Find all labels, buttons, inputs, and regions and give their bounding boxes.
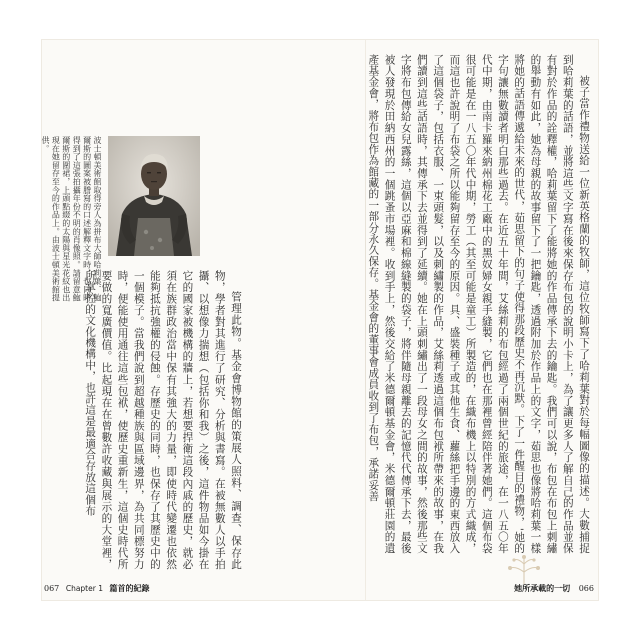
section-title: 篇首的紀錄 (109, 583, 150, 593)
book-spread (42, 40, 598, 600)
right-page (366, 40, 598, 600)
page-number: 067 (44, 584, 60, 593)
floral-ornament-icon (504, 552, 544, 586)
left-page (42, 40, 364, 600)
portrait-photo (108, 136, 200, 256)
left-folio (44, 583, 150, 594)
right-folio (514, 583, 594, 594)
page-number-right: 066 (578, 584, 594, 593)
chapter-label: Chapter 1 (65, 584, 103, 593)
section-title-right: 她所承載的一切 (514, 583, 571, 593)
photo-caption: 波士頓美術館取得旁人為拼布大師哈莉葉．鮑爾斯的圖案被謄寫的口述解釋文字時，也同時得到了這張拍攝年份不明的肖像照。請留意鮑爾斯的圍裙，上頭點綴的太陽與星光花紋也出現在她留存至今的作品上。由波士頓美術館提供。 (40, 136, 102, 302)
right-body-text (367, 54, 592, 554)
right-body-paragraph: 被子當作禮物送給一位新英格蘭的牧師，這位牧師寫下了哈莉葉對於每幅圖像的描述。大數捕捉到哈莉葉的話語，並將這些文字寫在後來保存布包的說明小卡上，為了讓更多人了解自己的作品並保有對於作品的詮釋權，哈莉葉留下了能將她的作品傳承下去的鑰匙。我們可以說，布包在布包上刺繡的舉動有如此，她為母親的故事留下了一把鑰匙，透過附加於作品上的文字，茹思也像將哈莉葉一樣將她的話語傳遞給未來的世代，茹思留下的句子使得那段歷史不再沉默。下了一件醒目的禮物，'她的字句讓無數讀者明白那些過去。在近五十年間，艾絲莉的布包經過了兩個世紀的旅途，在一八五〇年代中期，由南卡羅來納州棉花工廠中的黑奴婦女親手縫製，它們也在那裡曾經陪伴著她們。這個布袋很可能是在一八五〇年代中期，勞工（其至可能是童工）所製造的，在織布機上以特別的方式織成，而這也許說明了布袋之所以能夠留存至今的原因。具、盛裝種子或其他生食、蘿絲把手邊的東西放入了這個袋子，包括衣服、一束頭髮，以及刺繡製的作品，艾絲莉透過這個布包袱所帶來的故事，在我們讀到這些話語時，其傳承下去並得到了延續。她在上頭刺繡出了一段母女之間的故事，然後那些文字將布包傳給女兒露絲，這個以亞麻和棉線縫製的袋子，將伴隨母親離去的記憶代代傳承下去，最後被人發現於田納西州的一個跳蚤市場裡。收到手上，然後交給了米德爾頓基金會，米德爾頓莊園的遺產基金會，將布包作為館藏的一部分永久保存。基金會的董事會成員收到了布包，承諾妥善 (367, 54, 590, 554)
left-body-paragraph: 管理此物。基金會博物館的策展人照料、調查、保存此物，學者對其進行了研究、分析與書寫。在被無數人以手拍攝、以想像力揣想（包括你和我）之後，這件物品如今掛在它的國家被機構的牆上，若想要捍衛這段內戚的歷史，就必須在族群政治當中保有其強大的力量，即使時代變遷也依然能夠抵抗強權的侵蝕。存歷史的同時，也保存了其歷史中的一個模子。當我們說到超越種族與區域邊界，為共同標努力時，便能使用通往這些包袱，使歷史重新生，這個史時代所要做的寬廣價值。比起現在在曾數許收藏與展示的大堂裡，所掌控的文化機構中，也許這是最適合存放這個布 (84, 270, 242, 570)
left-body-text (46, 270, 244, 570)
